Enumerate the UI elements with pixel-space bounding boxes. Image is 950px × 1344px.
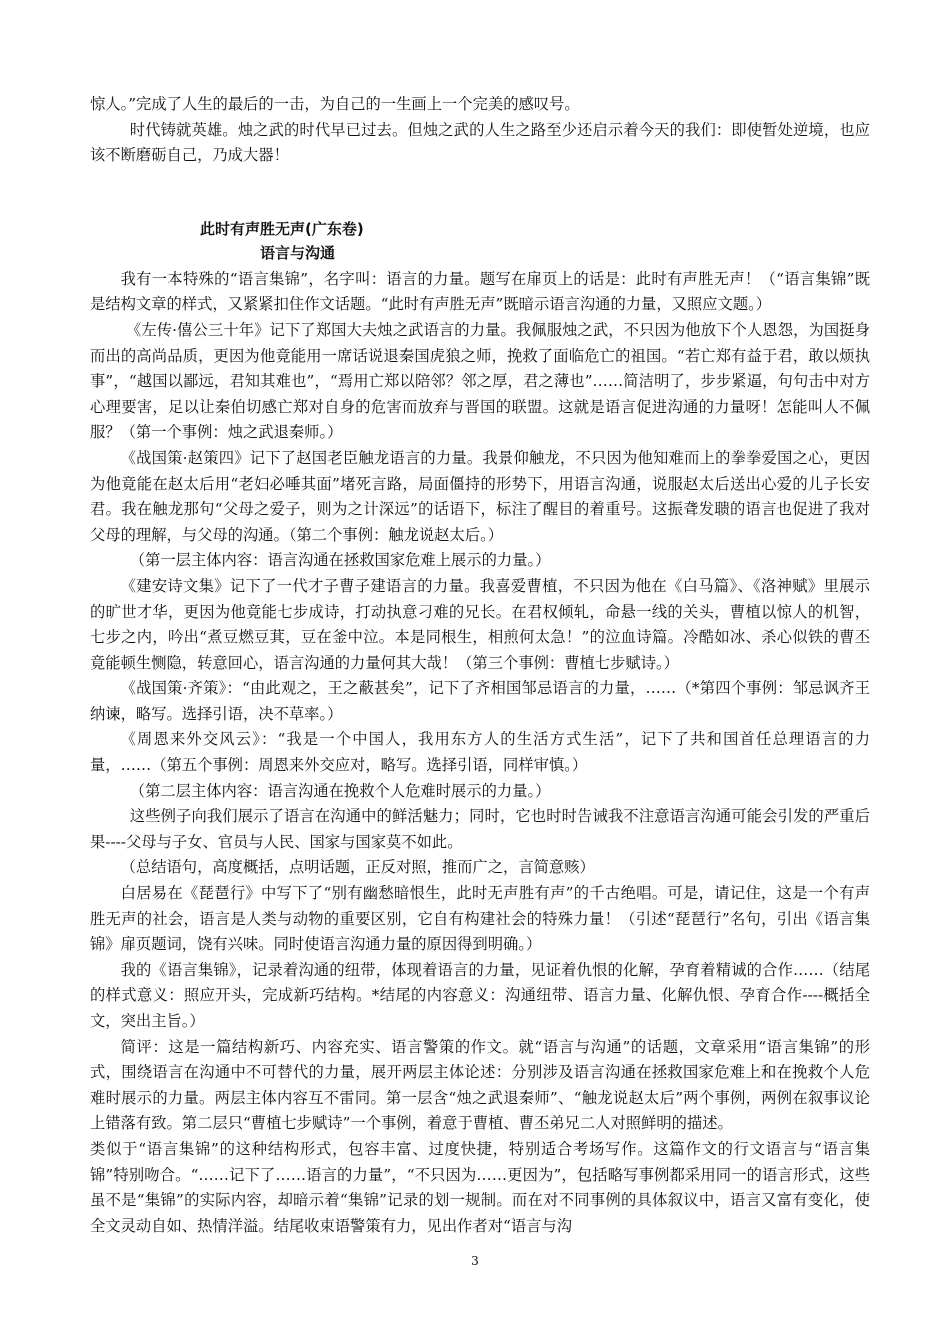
essay-annotation: （第二层主体内容：语言沟通在挽救个人危难时展示的力量。）	[129, 781, 551, 800]
intro-line: 惊人。”完成了人生的最后的一击，为自己的一生画上一个完美的感叹号。	[90, 95, 580, 113]
essay-paragraph: 白居易在《琵琶行》中写下了“别有幽愁暗恨生，此时无声胜有声”的千古绝唱。可是，请记住，这是一个有声胜无声的社会，语言是人类与动物的重要区别，它自有构建社会的特殊力量！（引述“琵琶行”名句，引出《语言集锦》扉页题词，饶有兴味。同时使语言沟通力量的原因得到明确。）	[90, 884, 870, 954]
essay-paragraph: 我有一本特殊的“语言集锦”，名字叫：语言的力量。题写在扉页上的话是：此时有声胜无声！（“语言集锦”既是结构文章的样式，又紧紧扣住作文话题。“此时有声胜无声”既暗示语言沟通的力量，又照应文题。）	[90, 269, 870, 314]
spacer	[90, 169, 870, 217]
essay-paragraph: 《建安诗文集》记下了一代才子曹子建语言的力量。我喜爱曹植，不只因为他在《白马篇》、《洛神赋》里展示的旷世才华，更因为他竟能七步成诗，打动执意刁难的兄长。在君权倾轧，命悬一线的关头，曹植以惊人的机智，七步之内，吟出“煮豆燃豆萁，豆在釜中泣。本是同根生，相煎何太急！”的泣血诗篇。冷酷如冰、杀心似铁的曹丕竟能顿生恻隐，转意回心，语言沟通的力量何其大哉！（第三个事例：曹植七步赋诗。）	[90, 576, 870, 672]
essay-annotation: （总结语句，高度概括，点明话题，正反对照，推而广之，言简意赅）	[120, 858, 595, 877]
essay-paragraph: 《周恩来外交风云》：“我是一个中国人，我用东方人的生活方式生活”，记下了共和国首任总理语言的力量，……（第五个事例：周恩来外交应对，略写。选择引语，同样审慎。）	[90, 730, 870, 775]
document-page	[90, 92, 870, 1239]
essay-commentary: 简评：这是一篇结构新巧、内容充实、语言警策的作文。就“语言与沟通”的话题，文章采用“语言集锦”的形式，围绕语言在沟通中不可替代的力量，展开两层主体论述：分别涉及语言沟通在拯救国家危难上和在挽救个人危难时展示的力量。两层主体内容互不雷同。第一层含“烛之武退秦师”、“触龙说赵太后”两个事例，两例在叙事议论上错落有致。第二层只“曹植七步赋诗”一个事例，着意于曹植、曹丕弟兄二人对照鲜明的描述。	[90, 1037, 870, 1133]
essay-paragraph: 这些例子向我们展示了语言在沟通中的鲜活魅力；同时，它也时时告诫我不注意语言沟通可能会引发的严重后果----父母与子女、官员与人民、国家与国家莫不如此。	[90, 807, 870, 851]
essay-title: 此时有声胜无声(广东卷)	[200, 219, 364, 238]
essay-paragraph: 《战国策·赵策四》记下了赵国老臣触龙语言的力量。我景仰触龙，不只因为他知难而上的拳拳爱国之心，更因为他竟能在赵太后用“老妇必唾其面”堵死言路，局面僵持的形势下，用语言沟通，说服赵太后送出心爱的儿子长安君。我在触龙那句“父母之爱子，则为之计深远”的话语下，标注了醒目的着重号。这振聋发聩的语言也促进了我对父母的理解，与父母的沟通。（第二个事例：触龙说赵太后。）	[90, 448, 870, 544]
page-number: 3	[471, 1254, 479, 1268]
essay-paragraph: 《左传·僖公三十年》记下了郑国大夫烛之武语言的力量。我佩服烛之武，不只因为他放下个人恩怨，为国挺身而出的高尚品质，更因为他竟能用一席话说退秦国虎狼之师，挽救了面临危亡的祖国。“若亡郑有益于君，敢以烦执事”，“越国以鄙远，君知其难也”，“焉用亡郑以陪邻？邻之厚，君之薄也”……简洁明了，步步紧逼，句句击中对方心理要害，足以让秦伯切感亡郑对自身的危害而放弃与晋国的联盟。这就是语言促进沟通的力量呀！怎能叫人不佩服？（第一个事例：烛之武退秦师。）	[90, 320, 870, 442]
essay-paragraph: 我的《语言集锦》，记录着沟通的纽带，体现着语言的力量，见证着仇恨的化解，孕育着精诚的合作……（结尾的样式意义：照应开头，完成新巧结构。*结尾的内容意义：沟通纽带、语言力量、化解仇恨、孕育合作----概括全文，突出主旨。）	[90, 960, 870, 1030]
essay-commentary: 类似于“语言集锦”的这种结构形式，包容丰富、过度快捷，特别适合考场写作。这篇作文的行文语言与“语言集锦”特别吻合。“……记下了……语言的力量”，“不只因为……更因为”，包括略写事例都采用同一的语言形式，这些虽不是“集锦”的实际内容，却暗示着“集锦”记录的划一规制。而在对不同事例的具体叙议中，语言又富有变化，使全文灵动自如、热情洋溢。结尾收束语警策有力，见出作者对“语言与沟	[90, 1139, 870, 1235]
intro-paragraph: 时代铸就英雄。烛之武的时代早已过去。但烛之武的人生之路至少还启示着今天的我们：即使暂处逆境，也应该不断磨砺自己，乃成大器！	[90, 120, 870, 165]
essay-paragraph: 《战国策·齐策》：“由此观之，王之蔽甚矣”，记下了齐相国邹忌语言的力量，……（*第四个事例：邹忌讽齐王纳谏，略写。选择引语，决不草率。）	[90, 679, 870, 723]
essay-subtitle: 语言与沟通	[260, 243, 336, 262]
essay-annotation: （第一层主体内容：语言沟通在拯救国家危难上展示的力量。）	[129, 551, 551, 570]
